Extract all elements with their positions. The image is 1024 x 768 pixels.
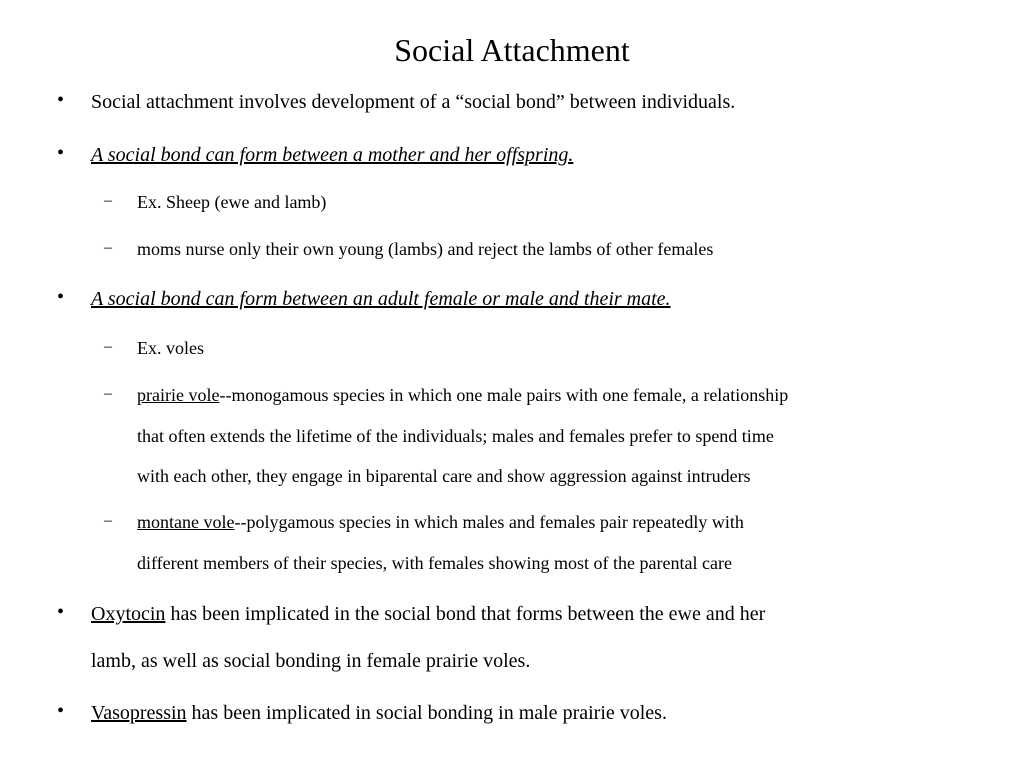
sub-bullet-marker: – xyxy=(104,385,112,402)
sub-bullet-marker: – xyxy=(104,239,112,256)
sub-bullet-marker: – xyxy=(104,192,112,209)
bullet-marker: • xyxy=(57,89,65,111)
bullet-1-text: Social attachment involves development of a “social bond” between individuals. xyxy=(91,91,736,113)
bullet-marker: • xyxy=(57,700,65,722)
bullet-marker: • xyxy=(57,601,65,623)
bullet-3-text: A social bond can form between an adult female or male and their mate. xyxy=(91,288,671,310)
bullet-marker: • xyxy=(57,142,65,164)
bullet-2-sub-2: moms nurse only their own young (lambs) and reject the lambs of other females xyxy=(137,239,714,259)
oxytocin-term: Oxytocin xyxy=(91,603,166,625)
bullet-2-sub-1: Ex. Sheep (ewe and lamb) xyxy=(137,192,327,212)
bullet-5-line-1 xyxy=(91,700,667,726)
vasopressin-term: Vasopressin xyxy=(91,702,187,724)
bullet-3-sub-3-line-2: different members of their species, with females showing most of the parental care xyxy=(137,553,732,573)
montane-vole-term: montane vole xyxy=(137,512,235,532)
sub-bullet-marker: – xyxy=(104,338,112,355)
bullet-3-sub-2-line-2: that often extends the lifetime of the individuals; males and females prefer to spend time xyxy=(137,426,774,446)
prairie-vole-term: prairie vole xyxy=(137,385,220,405)
bullet-3-sub-2-line-1 xyxy=(137,383,788,407)
bullet-3-sub-3-line-1 xyxy=(137,510,744,534)
prairie-vole-description: --monogamous species in which one male pairs with one female, a relationship xyxy=(219,385,789,405)
bullet-2-text: A social bond can form between a mother and her offspring. xyxy=(91,144,574,166)
slide-title: Social Attachment xyxy=(394,32,630,68)
vasopressin-description: has been implicated in social bonding in male prairie voles. xyxy=(186,702,667,724)
bullet-4-line-2: lamb, as well as social bonding in female prairie voles. xyxy=(91,650,531,672)
montane-vole-description: --polygamous species in which males and females pair repeatedly with xyxy=(234,512,744,532)
sub-bullet-marker: – xyxy=(104,512,112,529)
bullet-3-sub-2-line-3: with each other, they engage in biparental care and show aggression against intruders xyxy=(137,466,751,486)
bullet-marker: • xyxy=(57,286,65,308)
bullet-4-line-1 xyxy=(91,601,765,627)
oxytocin-description: has been implicated in the social bond that forms between the ewe and her xyxy=(165,603,766,625)
bullet-3-sub-1: Ex. voles xyxy=(137,338,204,358)
